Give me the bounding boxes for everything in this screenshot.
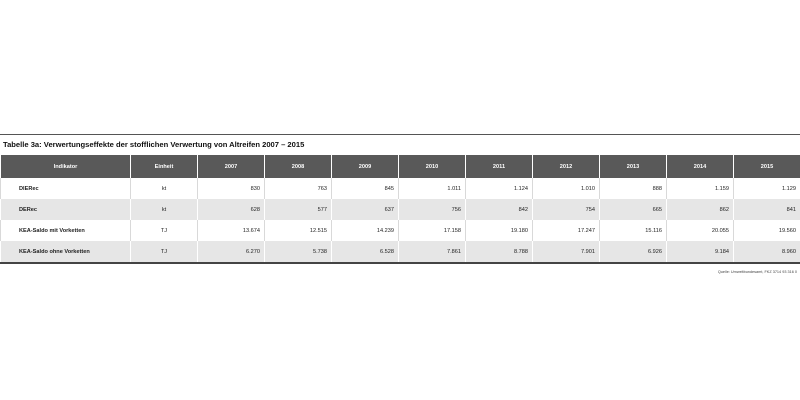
column-header-indikator: Indikator xyxy=(1,155,131,178)
cell-value: 15.116 xyxy=(600,220,667,241)
cell-value: 19.180 xyxy=(466,220,533,241)
cell-value: 841 xyxy=(734,199,800,220)
cell-value: 665 xyxy=(600,199,667,220)
cell-value: 8.960 xyxy=(734,241,800,263)
column-header-2010: 2010 xyxy=(399,155,466,178)
cell-value: 577 xyxy=(265,199,332,220)
table-row xyxy=(1,220,800,241)
cell-value: 754 xyxy=(533,199,600,220)
row-einheit: kt xyxy=(131,178,198,199)
cell-value: 862 xyxy=(667,199,734,220)
column-header-2011: 2011 xyxy=(466,155,533,178)
table-row xyxy=(1,241,800,263)
cell-value: 1.129 xyxy=(734,178,800,199)
row-indikator: DIERec xyxy=(1,178,131,199)
column-header-2008: 2008 xyxy=(265,155,332,178)
row-einheit: TJ xyxy=(131,241,198,263)
cell-value: 19.560 xyxy=(734,220,800,241)
cell-value: 6.270 xyxy=(198,241,265,263)
cell-value: 628 xyxy=(198,199,265,220)
row-indikator: DERec xyxy=(1,199,131,220)
table-caption: Tabelle 3a: Verwertungseffekte der stofflichen Verwertung von Altreifen 2007 – 2015 xyxy=(3,140,305,149)
cell-value: 888 xyxy=(600,178,667,199)
cell-value: 7.861 xyxy=(399,241,466,263)
cell-value: 17.247 xyxy=(533,220,600,241)
column-header-2012: 2012 xyxy=(533,155,600,178)
cell-value: 637 xyxy=(332,199,399,220)
cell-value: 20.055 xyxy=(667,220,734,241)
cell-value: 845 xyxy=(332,178,399,199)
cell-value: 1.159 xyxy=(667,178,734,199)
cell-value: 756 xyxy=(399,199,466,220)
header-row xyxy=(1,155,800,178)
cell-value: 763 xyxy=(265,178,332,199)
cell-value: 1.124 xyxy=(466,178,533,199)
table-row xyxy=(1,178,800,199)
cell-value: 14.239 xyxy=(332,220,399,241)
column-header-2009: 2009 xyxy=(332,155,399,178)
row-einheit: kt xyxy=(131,199,198,220)
cell-value: 9.184 xyxy=(667,241,734,263)
cell-value: 1.010 xyxy=(533,178,600,199)
row-indikator: KEA-Saldo mit Vorketten xyxy=(1,220,131,241)
column-header-2013: 2013 xyxy=(600,155,667,178)
cell-value: 830 xyxy=(198,178,265,199)
column-header-2014: 2014 xyxy=(667,155,734,178)
source-note: Quelle: Umweltbundesamt, FKZ 3714 93 316 0 xyxy=(717,270,797,274)
cell-value: 842 xyxy=(466,199,533,220)
table-row xyxy=(1,199,800,220)
row-einheit: TJ xyxy=(131,220,198,241)
cell-value: 6.528 xyxy=(332,241,399,263)
column-header-2007: 2007 xyxy=(198,155,265,178)
column-header-2015: 2015 xyxy=(734,155,800,178)
cell-value: 8.788 xyxy=(466,241,533,263)
data-table xyxy=(0,155,800,264)
cell-value: 5.738 xyxy=(265,241,332,263)
cell-value: 13.674 xyxy=(198,220,265,241)
cell-value: 17.158 xyxy=(399,220,466,241)
cell-value: 7.901 xyxy=(533,241,600,263)
cell-value: 6.926 xyxy=(600,241,667,263)
column-header-einheit: Einheit xyxy=(131,155,198,178)
row-indikator: KEA-Saldo ohne Vorketten xyxy=(1,241,131,263)
cell-value: 1.011 xyxy=(399,178,466,199)
cell-value: 12.515 xyxy=(265,220,332,241)
top-divider xyxy=(0,134,800,135)
